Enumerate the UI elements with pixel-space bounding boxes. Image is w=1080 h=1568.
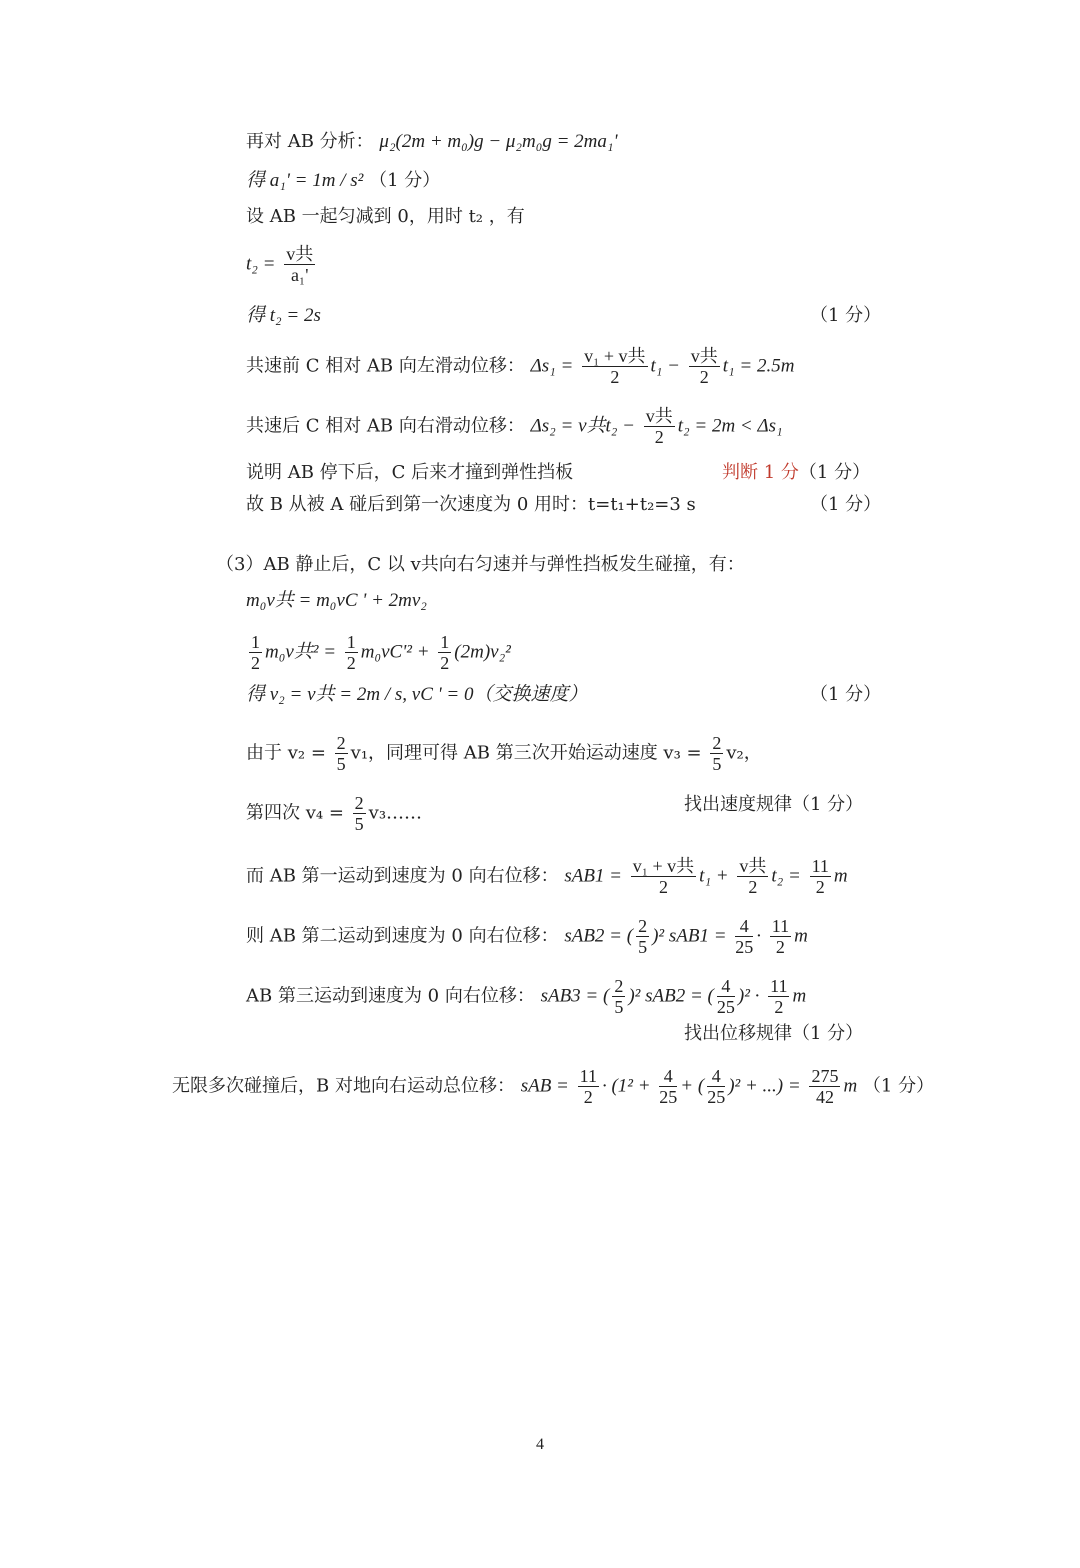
fraction [631, 856, 696, 897]
velocity-exchange: 得 v₂ = v共 = 2m / s, vC ' = 0（交换速度） [246, 684, 588, 705]
velocity-ratio-line [246, 733, 762, 774]
fraction-denominator: 2 [440, 653, 450, 673]
total-displacement-line [172, 1066, 934, 1107]
delta-s2-lhs: Δs₂ = v共t₂ − [530, 415, 635, 437]
t2-result: 得 t₂ = 2s [246, 305, 321, 326]
score-mark: （1 分） [810, 305, 882, 326]
third-displacement-line [246, 976, 806, 1017]
ab-force-equation: μ₂(2m + m₀)g − μ₂m₀g = 2ma₁' [379, 131, 618, 152]
red-annotation: 判断 1 分 [722, 462, 799, 483]
term: · (1² + [601, 1075, 651, 1097]
judgement-score [722, 461, 870, 485]
fraction-denominator: 2 [583, 1087, 593, 1107]
acceleration-result: 得 a₁' = 1m / s² [246, 170, 364, 191]
fraction-numerator: v₁ + v共 [632, 856, 695, 876]
fraction-denominator: 2 [815, 877, 825, 897]
total-displacement-label: 无限多次碰撞后，B 对地向右运动总位移： [172, 1075, 515, 1097]
fraction [578, 1066, 599, 1107]
fraction-denominator: 2 [774, 997, 784, 1017]
score-mark: （1 分） [810, 494, 882, 515]
term: 由于 v₂ = [246, 742, 326, 764]
first-displacement-line [246, 856, 848, 897]
t2-result-line [246, 304, 321, 328]
score-mark: （1 分） [862, 1075, 935, 1097]
page-number: 4 [536, 1436, 544, 1453]
fraction-denominator: 2 [251, 653, 260, 673]
fraction-denominator: 5 [354, 814, 364, 834]
fraction-numerator: 4 [707, 1066, 725, 1087]
left-slide-label: 共速前 C 相对 AB 向左滑动位移： [246, 355, 525, 377]
second-displacement-line [246, 916, 808, 957]
fraction [810, 856, 831, 897]
delta-s1-lhs: Δs₁ = [530, 355, 574, 377]
fraction-denominator: 2 [346, 653, 356, 673]
fraction-numerator: 11 [811, 856, 829, 876]
fraction-numerator: v共 [690, 346, 718, 366]
fraction-denominator: 25 [735, 937, 754, 957]
fraction-denominator: 5 [336, 754, 346, 774]
term: t₁ + [699, 865, 729, 887]
ab-analysis-label: 再对 AB 分析： [246, 131, 374, 152]
term: m [843, 1075, 858, 1097]
fraction [710, 733, 723, 774]
fraction-numerator: 1 [440, 632, 450, 652]
fraction-denominator: 25 [659, 1087, 678, 1107]
fraction [737, 856, 768, 897]
fraction-denominator: 5 [614, 997, 624, 1017]
part3-text: （3）AB 静止后，C 以 v共向右匀速并与弹性挡板发生碰撞，有： [216, 554, 745, 575]
term: v₃…… [368, 802, 423, 824]
fraction [768, 976, 789, 1017]
deceleration-setup-line [246, 205, 525, 229]
fraction [809, 1066, 840, 1107]
fraction [335, 733, 348, 774]
fourth-velocity-line [246, 793, 422, 834]
term: · [756, 925, 762, 947]
fraction-denominator: 2 [654, 427, 664, 447]
t2-lhs: t₂ = [246, 253, 276, 275]
term: 第四次 v₄ = [246, 802, 344, 824]
fraction-numerator: 11 [579, 1066, 597, 1086]
momentum-line [246, 589, 427, 613]
term: m [794, 925, 808, 947]
score-mark: 找出位移规律（1 分） [684, 1023, 864, 1044]
fraction [659, 1066, 677, 1107]
term: (2m)v₂² [454, 641, 511, 663]
term: )² sAB2 = ( [628, 985, 714, 1007]
fraction-numerator: 1 [251, 632, 260, 652]
velocity-exchange-line [246, 683, 588, 707]
term: sAB3 = ( [540, 985, 610, 1007]
fraction [249, 632, 262, 673]
energy-line [246, 632, 511, 673]
fraction [770, 916, 791, 957]
explanation-text: 说明 AB 停下后，C 后来才撞到弹性挡板 [246, 462, 574, 483]
first-displacement-label: 而 AB 第一运动到速度为 0 向右位移： [246, 865, 559, 887]
acceleration-result-line [246, 169, 440, 193]
total-time-text: 故 B 从被 A 碰后到第一次速度为 0 用时：t=t₁+t₂=3 s [246, 494, 696, 515]
fraction-numerator: 2 [614, 976, 624, 996]
explanation-line [246, 461, 573, 485]
term: )² + ...) = [728, 1075, 801, 1097]
right-slide-label: 共速后 C 相对 AB 向右滑动位移： [246, 415, 525, 437]
third-displacement-label: AB 第三运动到速度为 0 向右位移： [246, 985, 535, 1007]
fraction-denominator: 2 [775, 937, 785, 957]
fraction-denominator: 2 [658, 877, 668, 897]
fraction-denominator: 5 [712, 754, 722, 774]
fraction-numerator: 2 [336, 733, 346, 753]
fraction [644, 406, 675, 447]
score-mark: （1 分） [798, 462, 871, 483]
term: v₁，同理可得 AB 第三次开始运动速度 v₃ = [350, 742, 702, 764]
term: )² sAB1 = [652, 925, 727, 947]
term: sAB1 = [564, 865, 622, 887]
fraction [636, 916, 649, 957]
score-mark: （1 分） [369, 170, 441, 191]
total-time-line [246, 493, 696, 517]
left-slide-line [246, 346, 794, 387]
term: t₂ = [771, 865, 801, 887]
fraction-numerator: 275 [811, 1066, 839, 1086]
term: v₂， [726, 742, 762, 764]
fraction-numerator: 2 [354, 793, 364, 813]
fraction-denominator: 42 [815, 1087, 834, 1107]
term: m₀v共² = [265, 641, 337, 663]
momentum-equation: m₀v共 = m₀vC ' + 2mv₂ [246, 590, 427, 611]
deceleration-setup-text: 设 AB 一起匀减到 0，用时 t₂ ，有 [246, 206, 525, 227]
fraction [345, 632, 358, 673]
ab-analysis-line [246, 130, 618, 154]
score-mark: 找出速度规律（1 分） [684, 794, 864, 815]
fraction-numerator: 11 [771, 916, 790, 936]
fraction-denominator: a₁' [290, 265, 309, 285]
fraction-denominator: 25 [707, 1087, 726, 1107]
term: t₁ = 2.5m [722, 355, 795, 377]
fraction-numerator: 11 [770, 976, 788, 996]
term: t₁ − [650, 355, 680, 377]
t2-formula-line [246, 244, 318, 285]
fraction-numerator: 4 [659, 1066, 677, 1087]
fraction-numerator: 2 [712, 733, 722, 753]
fraction [735, 916, 753, 957]
fraction [582, 346, 647, 387]
score-mark: （1 分） [810, 684, 882, 705]
fraction [689, 346, 720, 387]
part3-heading [216, 553, 745, 577]
term: sAB = [520, 1075, 569, 1097]
fraction [438, 632, 451, 673]
term: sAB2 = ( [564, 925, 634, 947]
term: m [833, 865, 848, 887]
second-displacement-label: 则 AB 第二运动到速度为 0 向右位移： [246, 925, 559, 947]
fraction-numerator: 1 [346, 632, 356, 652]
term: )² · [737, 985, 760, 1007]
term: m₀vC'² + [360, 641, 430, 663]
fraction-numerator: 4 [717, 976, 735, 997]
term: t₂ = 2m < Δs₁ [677, 415, 783, 437]
term: + ( [680, 1075, 705, 1097]
fraction-denominator: 2 [748, 877, 758, 897]
fraction-denominator: 25 [716, 997, 735, 1017]
fraction-numerator: v共 [739, 856, 767, 876]
fraction-numerator: 2 [638, 916, 648, 936]
fraction [353, 793, 366, 834]
t2-fraction [284, 244, 315, 285]
fraction [717, 976, 735, 1017]
right-slide-line [246, 406, 783, 447]
fraction-numerator: v共 [645, 406, 673, 426]
fraction-denominator: 5 [638, 937, 648, 957]
fraction-denominator: 2 [699, 367, 709, 387]
fraction-numerator: v共 [286, 244, 314, 264]
fraction [707, 1066, 725, 1107]
term: m [792, 985, 807, 1007]
fraction [612, 976, 625, 1017]
fraction-numerator: v₁ + v共 [584, 346, 646, 366]
fraction-denominator: 2 [610, 367, 620, 387]
fraction-numerator: 4 [735, 916, 753, 937]
